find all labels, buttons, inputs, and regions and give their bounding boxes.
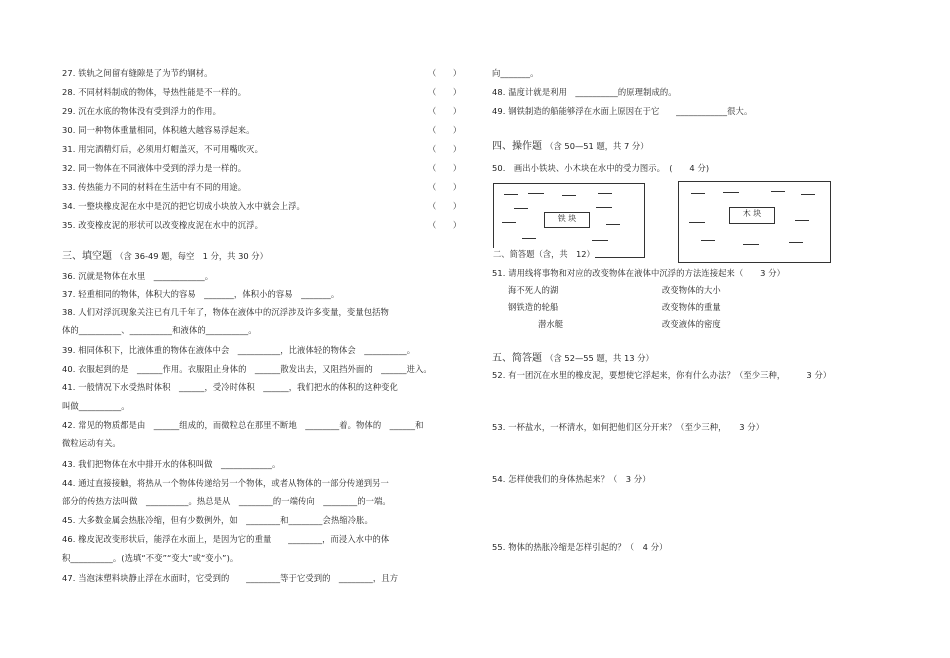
fill-item-42: 42. 常见的物质都是由 ______组成的，而微粒总在那里不断地 ________着。物体的 ______和	[62, 420, 424, 430]
answer-paren-33[interactable]: （ ）	[428, 182, 462, 192]
question-53: 53. 一杯盐水，一杯清水，如何把他们区分开来？（至少三种， 3 分）	[492, 422, 765, 432]
fill-item-41-cont: 叫做__________。	[62, 401, 130, 411]
fill-item-45: 45. 大多数金属会热胀冷缩，但有少数例外，如 ________和________会热缩冷胀。	[62, 515, 373, 525]
iron-block: 铁 块	[544, 212, 590, 228]
fill-item-46: 46. 橡皮泥改变形状后，能浮在水面上，是因为它的重量 ________，而浸入水中的体	[62, 534, 390, 544]
match-right-item[interactable]: 改变物体的大小	[662, 285, 721, 295]
water-wave	[514, 208, 528, 209]
overlapping-section-heading: 二、简答题（含，共 12）	[493, 249, 595, 259]
question-54: 54. 怎样使我们的身体热起来？（ 3 分）	[492, 474, 651, 484]
water-wave	[689, 222, 705, 223]
match-right-item[interactable]: 改变物体的重量	[662, 302, 721, 312]
water-wave	[801, 194, 815, 195]
section-3-title: 三、填空题	[62, 251, 112, 262]
wood-block: 木 块	[729, 207, 775, 224]
water-wave	[592, 240, 608, 241]
answer-paren-30[interactable]: （ ）	[428, 125, 462, 135]
diagram-iron-container[interactable]	[493, 183, 645, 258]
answer-paren-31[interactable]: （ ）	[428, 144, 462, 154]
fill-item-44-cont: 部分的传热方法叫做 __________。热总是从 ________的一端传向 ________的一端。	[62, 496, 391, 506]
fill-item-47: 47. 当泡沫塑料块静止浮在水面时，它受到的 ________等于它受到的 ________，且方	[62, 573, 399, 583]
question-52: 52. 有一团沉在水里的橡皮泥，要想使它浮起来，你有什么办法？（至少三种， 3 分）	[492, 370, 832, 380]
tf-item-29: 29. 沉在水底的物体没有受到浮力的作用。	[62, 106, 221, 116]
answer-paren-35[interactable]: （ ）	[428, 220, 462, 230]
match-left-item[interactable]: 海不死人的湖	[508, 285, 559, 295]
fill-item-40: 40. 衣服起到的是 ______作用。衣服阻止身体的 ______散发出去，又阻挡外面的 ______进入。	[62, 364, 432, 374]
section-5-title: 五、简答题	[492, 353, 542, 364]
fill-item-36: 36. 沉就是物体在水里 ____________。	[62, 271, 214, 281]
fill-item-47-cont: 向_______。	[492, 68, 539, 78]
water-wave	[701, 240, 715, 241]
tf-item-27: 27. 铁轨之间留有缝隙是了为节约钢材。	[62, 68, 213, 78]
match-left-item[interactable]: 潜水艇	[538, 319, 564, 329]
match-left-item[interactable]: 钢铁造的轮船	[508, 302, 559, 312]
fill-item-46-cont: 积__________。(选填“不变”“变大”或“变小”)。	[62, 553, 239, 563]
water-wave	[596, 207, 612, 208]
water-wave	[723, 192, 739, 193]
tf-item-34: 34. 一整块橡皮泥在水中是沉的把它切成小块放入水中就会上浮。	[62, 201, 305, 211]
water-wave	[771, 191, 785, 192]
section-3-heading	[62, 249, 268, 264]
section-5-heading	[492, 351, 654, 366]
tf-item-33: 33. 传热能力不同的材料在生活中有不同的用途。	[62, 182, 247, 192]
tf-item-35: 35. 改变橡皮泥的形状可以改变橡皮泥在水中的沉浮。	[62, 220, 263, 230]
water-wave	[743, 244, 759, 245]
answer-paren-28[interactable]: （ ）	[428, 87, 462, 97]
section-3-note: （含 36-49 题，每空 1 分，共 30 分）	[115, 251, 268, 261]
fill-item-41: 41. 一般情况下水受热时体积 ______，受冷时体积 ______，我们把水的体积的这种变化	[62, 382, 398, 392]
section-4-note: （含 50—51 题，共 7 分）	[545, 141, 649, 151]
answer-paren-29[interactable]: （ ）	[428, 106, 462, 116]
water-wave	[528, 193, 544, 194]
fill-item-42-cont: 微粒运动有关。	[62, 438, 121, 448]
answer-paren-34[interactable]: （ ）	[428, 201, 462, 211]
water-wave	[795, 220, 809, 221]
water-wave	[562, 195, 576, 196]
fill-item-38-cont: 体的__________、__________和液体的__________。	[62, 325, 257, 335]
answer-paren-32[interactable]: （ ）	[428, 163, 462, 173]
match-right-item[interactable]: 改变液体的密度	[662, 319, 721, 329]
tf-item-30: 30. 同一种物体重量相同，体积越大越容易浮起来。	[62, 125, 255, 135]
fill-item-38: 38. 人们对浮沉现象关注已有几千年了，物体在液体中的沉浮涉及许多变量，变量包括物	[62, 307, 389, 317]
fill-item-37: 37. 轻重相同的物体，体积大的容易 _______，体积小的容易 _______。	[62, 289, 340, 299]
question-50: 50. 画出小铁块、小木块在水中的受力图示。 ( 4 分)	[492, 163, 710, 173]
water-wave	[606, 224, 620, 225]
fill-item-39: 39. 相同体积下，比液体重的物体在液体中会 __________，比液体轻的物体会 __________。	[62, 345, 416, 355]
diagram-wood-container[interactable]	[678, 181, 831, 263]
water-wave	[502, 222, 516, 223]
section-5-note: （含 52—55 题，共 13 分）	[545, 353, 654, 363]
fill-item-44: 44. 通过直接接触，将热从一个物体传递给另一个物体，或者从物体的一部分传递到另一	[62, 478, 389, 488]
fill-item-43: 43. 我们把物体在水中排开水的体积叫做 ____________。	[62, 459, 281, 469]
question-55: 55. 物体的热胀冷缩是怎样引起的？（ 4 分）	[492, 542, 668, 552]
section-4-heading	[492, 139, 649, 154]
tf-item-32: 32. 同一物体在不同液体中受到的浮力是一样的。	[62, 163, 247, 173]
water-wave	[789, 242, 803, 243]
question-51: 51. 请用线将事物和对应的改变物体在液体中沉浮的方法连接起来（ 3 分）	[492, 268, 786, 278]
answer-paren-27[interactable]: （ ）	[428, 68, 462, 78]
water-wave	[522, 238, 536, 239]
fill-item-49: 49. 钢铁制造的船能够浮在水面上原因在于它 ____________很大。	[492, 106, 753, 116]
water-wave	[691, 193, 705, 194]
water-wave	[598, 193, 612, 194]
tf-item-28: 28. 不同材料制成的物体，导热性能是不一样的。	[62, 87, 247, 97]
tf-item-31: 31. 用完酒精灯后，必须用灯帽盖灭，不可用嘴吹灭。	[62, 144, 263, 154]
fill-item-48: 48. 温度计就是利用 __________的原理制成的。	[492, 87, 677, 97]
water-wave	[504, 194, 518, 195]
section-4-title: 四、操作题	[492, 141, 542, 152]
